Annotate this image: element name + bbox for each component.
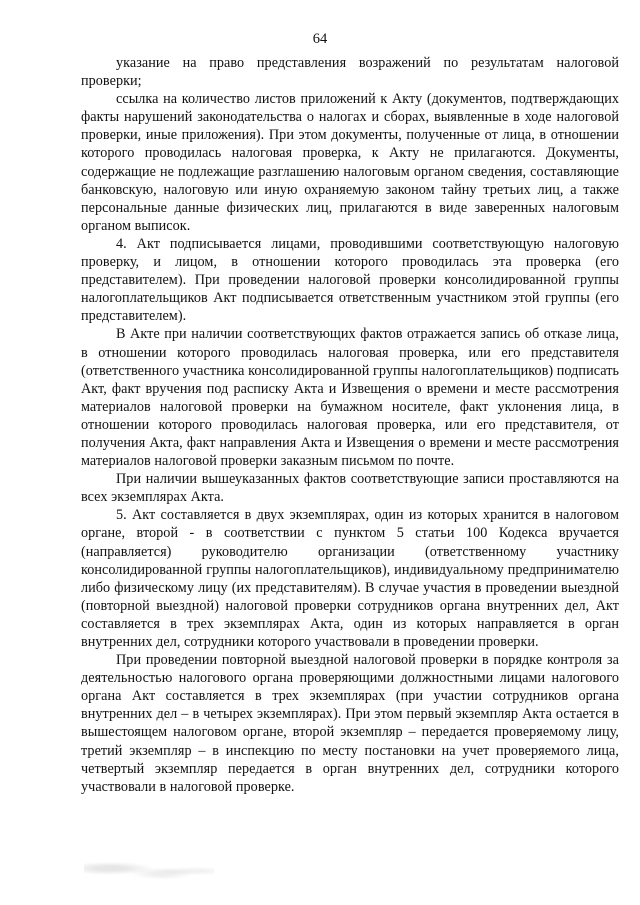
paragraph-objections-right: указание на право представления возражений по результатам налоговой проверки; <box>81 55 619 90</box>
paragraph-repeat-inspection: При проведении повторной выездной налоговой проверки в порядке контроля за деятельностью налогового органа проверяющими должностными лицами налогового органа Акт составляется в трех экземплярах (при участии сотрудников органа внутренних дел – в четырех экземплярах). При этом первый экземпляр Акта остается в вышестоящем налоговом органе, второй экземпляр – передается проверяемому лицу, третий экземпляр – в инспекцию по месту постановки на учет проверяемого лица, четвертый экземпляр передается в орган внутренних дел, сотрудники которого участвовали в налоговой проверке. <box>81 652 619 795</box>
paragraph-attachments-reference: ссылка на количество листов приложений к Акту (документов, подтверждающих факты нарушений законодательства о налогах и сборах, выявленные в ходе налоговой проверки, иные приложения). При этом документы, полученные от лица, в отношении которого проводилась налоговая проверка, к Акту не прилагаются. Документы, содержащие не подлежащие разглашению налоговым органом сведения, составляющие банковскую, налоговую или иную охраняемую законом тайну третьих лиц, а также персональные данные физических лиц, прилагаются в виде заверенных налоговым органом выписок. <box>81 91 619 234</box>
scan-artifact <box>84 858 214 884</box>
page-number: 64 <box>312 31 328 47</box>
paragraph-records-on-copies: При наличии вышеуказанных фактов соответствующие записи проставляются на всех экземплярах Акта. <box>81 471 619 506</box>
paragraph-act-copies: 5. Акт составляется в двух экземплярах, один из которых хранится в налоговом органе, второй - в соответствии с пунктом 5 статьи 100 Кодекса вручается (направляется) руководителю организации (ответственному участнику консолидированной группы налогоплательщиков), индивидуальному предпринимателю либо физическому лицу (их представителям). В случае участия в проведении выездной (повторной выездной) налоговой проверки сотрудников органа внутренних дел, Акт составляется в трех экземплярах Акта, один из которых направляется в орган внутренних дел, сотрудники которого участвовали в проведении проверки. <box>81 507 619 650</box>
document-body <box>81 54 619 796</box>
paragraph-refusal-record: В Акте при наличии соответствующих фактов отражается запись об отказе лица, в отношении которого проводилась налоговая проверка, или его представителя (ответственного участника консолидированной группы налогоплательщиков) подписать Акт, факт вручения под расписку Акта и Извещения о времени и месте рассмотрения материалов налоговой проверки на бумажном носителе, факт уклонения лица, в отношении которого проводилась налоговая проверка, или его представителя, от получения Акта, факт направления Акта и Извещения о времени и месте рассмотрения материалов налоговой проверки заказным письмом по почте. <box>81 326 619 470</box>
paragraph-signing-act: 4. Акт подписывается лицами, проводившими соответствующую налоговую проверку, и лицом, в отношении которого проводилась эта проверка (его представителем). При проведении налоговой проверки консолидированной группы налогоплательщиков Акт подписывается ответственным участником этой группы (его представителем). <box>81 235 619 325</box>
